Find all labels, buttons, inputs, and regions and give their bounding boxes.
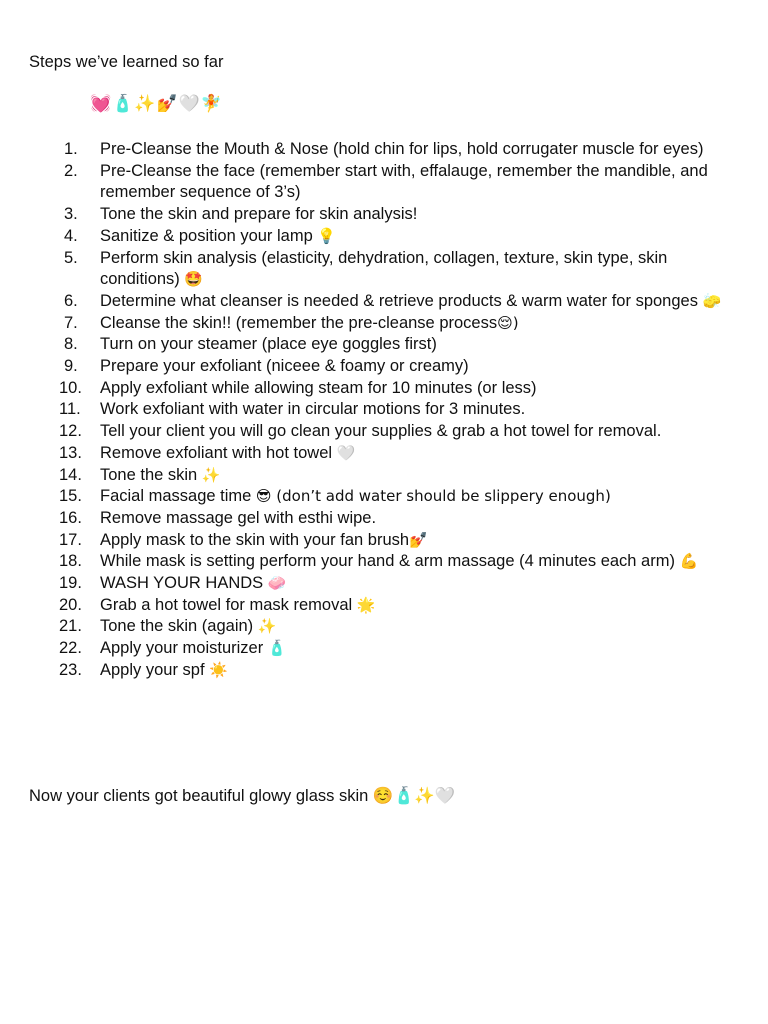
step-text: Grab a hot towel for mask removal: [100, 595, 357, 614]
step-text: Apply mask to the skin with your fan brush: [100, 530, 410, 549]
step-text: While mask is setting perform your hand & arm massage (4 minutes each arm): [100, 552, 680, 571]
step-item: [29, 248, 745, 291]
step-text: Remove massage gel with esthi wipe.: [100, 508, 377, 527]
soap-icon: 🧼: [267, 574, 287, 593]
step-item: [29, 660, 745, 682]
white-heart-icon: 🤍: [336, 443, 356, 462]
relieved-face-icon: 😌): [497, 313, 519, 332]
step-item: [29, 334, 745, 356]
step-text: Cleanse the skin!! (remember the pre-cleanse process: [100, 313, 498, 332]
step-number: 9.: [64, 357, 78, 376]
step-number: 22.: [59, 639, 82, 658]
step-number: 11.: [59, 400, 81, 419]
step-item: [29, 508, 745, 530]
step-number: 1.: [64, 140, 78, 158]
step-number: 5.: [64, 248, 78, 267]
step-number: 12.: [59, 422, 82, 441]
step-number: 13.: [59, 443, 82, 462]
step-item: [29, 399, 745, 421]
step-number: 3.: [64, 205, 78, 224]
step-item: [29, 443, 745, 465]
step-text: Work exfoliant with water in circular motions for 3 minutes.: [100, 400, 526, 419]
star-struck-icon: 🤩: [184, 270, 204, 289]
step-text: Pre-Cleanse the Mouth & Nose (hold chin for lips, hold corrugater muscle for eyes): [100, 140, 704, 158]
lotion-bottle-icon: 🧴: [267, 639, 287, 658]
step-text: Determine what cleanser is needed & retrieve products & warm water for sponges: [100, 291, 703, 310]
sponge-icon: 🧽: [702, 291, 722, 310]
step-text: Facial massage time: [100, 487, 256, 506]
step-item: [29, 356, 745, 378]
step-number: 4.: [64, 226, 78, 245]
flexed-arm-icon: 💪: [679, 552, 699, 571]
step-item: [29, 486, 745, 508]
step-text: Tone the skin (again): [100, 617, 258, 636]
step-text: WASH YOUR HANDS: [100, 574, 268, 593]
step-item: [29, 204, 745, 226]
step-item: [29, 226, 745, 248]
steps-list: [29, 139, 745, 682]
decorative-emoji-row: 💓🧴✨💅🤍🧚: [90, 94, 224, 114]
step-number: 16.: [59, 508, 82, 527]
step-item: [29, 638, 745, 660]
step-item: [29, 595, 745, 617]
step-number: 15.: [59, 487, 82, 506]
step-text: Perform skin analysis (elasticity, dehydration, collagen, texture, skin type, skin conditions): [100, 248, 668, 289]
step-item: [29, 573, 745, 595]
step-text: Apply your moisturizer: [100, 639, 268, 658]
step-number: 21.: [59, 617, 82, 636]
step-text: Remove exfoliant with hot towel: [100, 443, 337, 462]
step-text: Tone the skin and prepare for skin analysis!: [100, 205, 418, 224]
step-text: Apply your spf: [100, 660, 210, 679]
step-number: 23.: [59, 660, 82, 679]
step-text: Pre-Cleanse the face (remember start with, effalauge, remember the mandible, and remember sequence of 3’s): [100, 161, 708, 202]
step-item: [29, 551, 745, 573]
closing-line: Now your clients got beautiful glowy glass skin ☺️🧴✨🤍: [29, 787, 456, 805]
step-number: 14.: [59, 465, 82, 484]
step-item: [29, 313, 745, 335]
step-number: 8.: [64, 335, 78, 354]
step-number: 20.: [59, 595, 82, 614]
step-text: Tone the skin: [100, 465, 202, 484]
step-text: Prepare your exfoliant (niceee & foamy or creamy): [100, 357, 469, 376]
step-item: [29, 530, 745, 552]
step-item: [29, 421, 745, 443]
sparkles-icon: ✨: [257, 617, 277, 636]
step-number: 7.: [64, 313, 78, 332]
sparkles-icon: ✨: [201, 465, 221, 484]
step-item: [29, 161, 745, 204]
step-number: 2.: [64, 161, 78, 180]
step-text: Sanitize & position your lamp: [100, 226, 318, 245]
step-item: [29, 378, 745, 400]
step-number: 17.: [59, 530, 82, 549]
sun-icon: ☀️: [209, 660, 228, 679]
nail-polish-icon: 💅: [409, 530, 428, 549]
lightbulb-icon: 💡: [317, 226, 337, 245]
step-number: 19.: [59, 574, 82, 593]
step-item: [29, 465, 745, 487]
step-text: Tell your client you will go clean your supplies & grab a hot towel for removal.: [100, 422, 662, 441]
step-text: Turn on your steamer (place eye goggles first): [100, 335, 437, 354]
step-number: 18.: [59, 552, 82, 571]
glowing-star-icon: 🌟: [356, 595, 376, 614]
step-text: Apply exfoliant while allowing steam for 10 minutes (or less): [100, 378, 537, 397]
sunglasses-face-icon: 😎 (don’t add water should be slippery enough): [255, 487, 611, 506]
step-number: 10.: [59, 378, 82, 397]
page-heading: Steps we’ve learned so far: [29, 53, 224, 71]
step-item: [29, 291, 745, 313]
step-item: [29, 139, 745, 161]
step-item: [29, 616, 745, 638]
step-number: 6.: [64, 291, 78, 310]
